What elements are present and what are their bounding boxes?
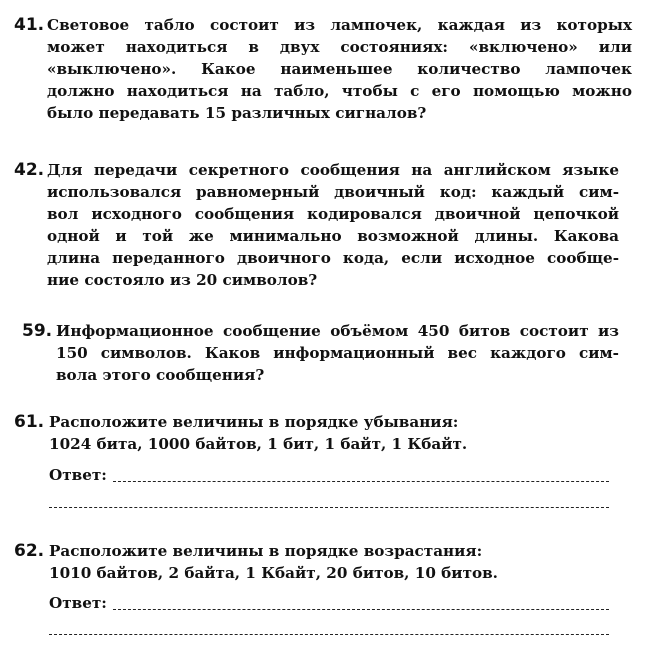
text-line: Расположите величины в порядке убывания: bbox=[49, 413, 459, 431]
answer-blank-line[interactable] bbox=[49, 507, 609, 508]
text-line: должно находиться на табло, чтобы с его помощью можно bbox=[47, 82, 632, 100]
text-line: было передавать 15 различных сигналов? bbox=[47, 104, 427, 122]
answer-blank-line[interactable] bbox=[49, 634, 609, 635]
text-line: Световое табло состоит из лампочек, каждая из которых bbox=[47, 16, 632, 34]
answer-row bbox=[49, 464, 609, 486]
text-line: Расположите величины в порядке возрастания: bbox=[49, 542, 483, 560]
text-line: «выключено». Какое наименьшее количество лампочек bbox=[47, 60, 632, 78]
problem-text bbox=[49, 540, 619, 584]
problem-number: 42. bbox=[14, 160, 45, 180]
answer-label: Ответ: bbox=[49, 466, 107, 484]
text-line: вола этого сообщения? bbox=[56, 366, 265, 384]
text-line: 150 символов. Каков информационный вес каждого сим- bbox=[56, 344, 619, 362]
text-line: Информационное сообщение объёмом 450 битов состоит из bbox=[56, 322, 619, 340]
problem-number: 41. bbox=[14, 15, 45, 35]
text-line: 1024 бита, 1000 байтов, 1 бит, 1 байт, 1 Кбайт. bbox=[49, 435, 468, 453]
text-line: использовался равномерный двоичный код: каждый сим- bbox=[47, 183, 619, 201]
problem-text bbox=[47, 159, 619, 291]
problem-number: 62. bbox=[14, 541, 45, 561]
text-line: Для передачи секретного сообщения на английском языке bbox=[47, 161, 619, 179]
text-line: 1010 байтов, 2 байта, 1 Кбайт, 20 битов, 10 битов. bbox=[49, 564, 498, 582]
text-line: вол исходного сообщения кодировался двоичной цепочкой bbox=[47, 205, 619, 223]
answer-label: Ответ: bbox=[49, 594, 107, 612]
answer-blank[interactable] bbox=[113, 609, 609, 610]
text-line: ние состояло из 20 символов? bbox=[47, 271, 318, 289]
problem-number: 61. bbox=[14, 412, 45, 432]
text-line: одной и той же минимально возможной длины. Какова bbox=[47, 227, 619, 245]
answer-row bbox=[49, 592, 609, 614]
text-line: может находиться в двух состояниях: «включено» или bbox=[47, 38, 632, 56]
problem-number: 59. bbox=[22, 321, 53, 341]
problem-text bbox=[47, 14, 632, 124]
answer-blank[interactable] bbox=[113, 481, 609, 482]
text-line: длина переданного двоичного кода, если исходное сообще- bbox=[47, 249, 619, 267]
problem-text bbox=[56, 320, 619, 386]
problem-text bbox=[49, 411, 619, 455]
